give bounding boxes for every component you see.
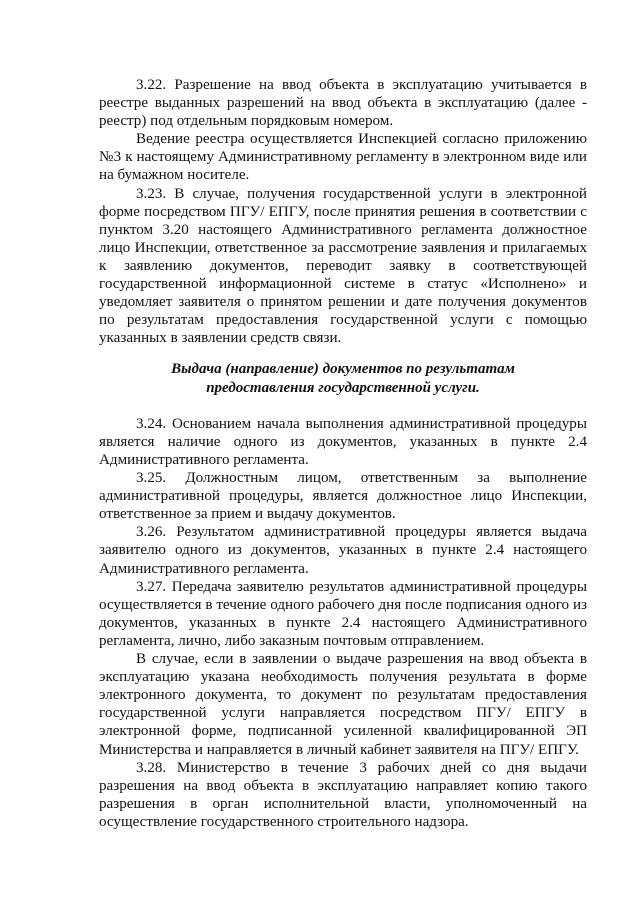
section-heading-line-1: Выдача (направление) документов по результатам bbox=[171, 361, 515, 378]
paragraph-3-25: 3.25. Должностным лицом, ответственным за выполнение административной процедуры, является должностное лицо Инспекции, ответственное за прием и выдачу документов. bbox=[99, 470, 587, 523]
section-heading-line-2: предоставления государственной услуги. bbox=[206, 379, 480, 396]
paragraph-3-22: 3.22. Разрешение на ввод объекта в эксплуатацию учитывается в реестре выданных разрешений на ввод объекта в эксплуатацию (далее - реестр) под отдельным порядковым номером. bbox=[99, 77, 587, 130]
paragraph-3-23: 3.23. В случае, получения государственной услуги в электронной форме посредством ПГУ/ ЕПГУ, после принятия решения в соответствии с пунктом 3.20 настоящего Административного регламента должностное лицо Инспекции, ответственное за рассмотрение заявления и прилагаемых к заявлению документов, переводит заявку в соответствующей государственной информационной системе в статус «Исполнено» и уведомляет заявителя о принятом решении и дате получения документов по результатам предоставления государственной услуги с помощью указанных в заявлении средств связи. bbox=[99, 185, 587, 347]
paragraph-electronic-delivery: В случае, если в заявлении о выдаче разрешения на ввод объекта в эксплуатацию указана необходимость получения результата в форме электронного документа, то документ по результатам предоставления государственной услуги направляется посредством ПГУ/ ЕПГУ в электронной форме, подписанной усиленной квалифицированной ЭП Министерства и направляется в личный кабинет заявителя на ПГУ/ ЕПГУ. bbox=[99, 651, 587, 758]
paragraph-3-27: 3.27. Передача заявителю результатов административной процедуры осуществляется в течение одного рабочего дня после подписания одного из документов, указанных в пункте 2.4 настоящего Административного регламента, лично, либо заказным почтовым отправлением. bbox=[99, 578, 587, 649]
document-body bbox=[99, 76, 587, 831]
paragraph-registry: Ведение реестра осуществляется Инспекцией согласно приложению №3 к настоящему Административному регламенту в электронном виде или на бумажном носителе. bbox=[99, 131, 587, 184]
section-heading bbox=[99, 360, 587, 396]
paragraph-3-26: 3.26. Результатом административной процедуры является выдача заявителю одного из документов, указанных в пункте 2.4 настоящего Административного регламента. bbox=[99, 524, 587, 577]
paragraph-3-28: 3.28. Министерство в течение 3 рабочих дней со дня выдачи разрешения на ввод объекта в эксплуатацию направляет копию такого разрешения в орган исполнительной власти, уполномоченный на осуществление государственного строительного надзора. bbox=[99, 759, 587, 830]
paragraph-3-24: 3.24. Основанием начала выполнения административной процедуры является наличие одного из документов, указанных в пункте 2.4 Административного регламента. bbox=[99, 415, 587, 468]
